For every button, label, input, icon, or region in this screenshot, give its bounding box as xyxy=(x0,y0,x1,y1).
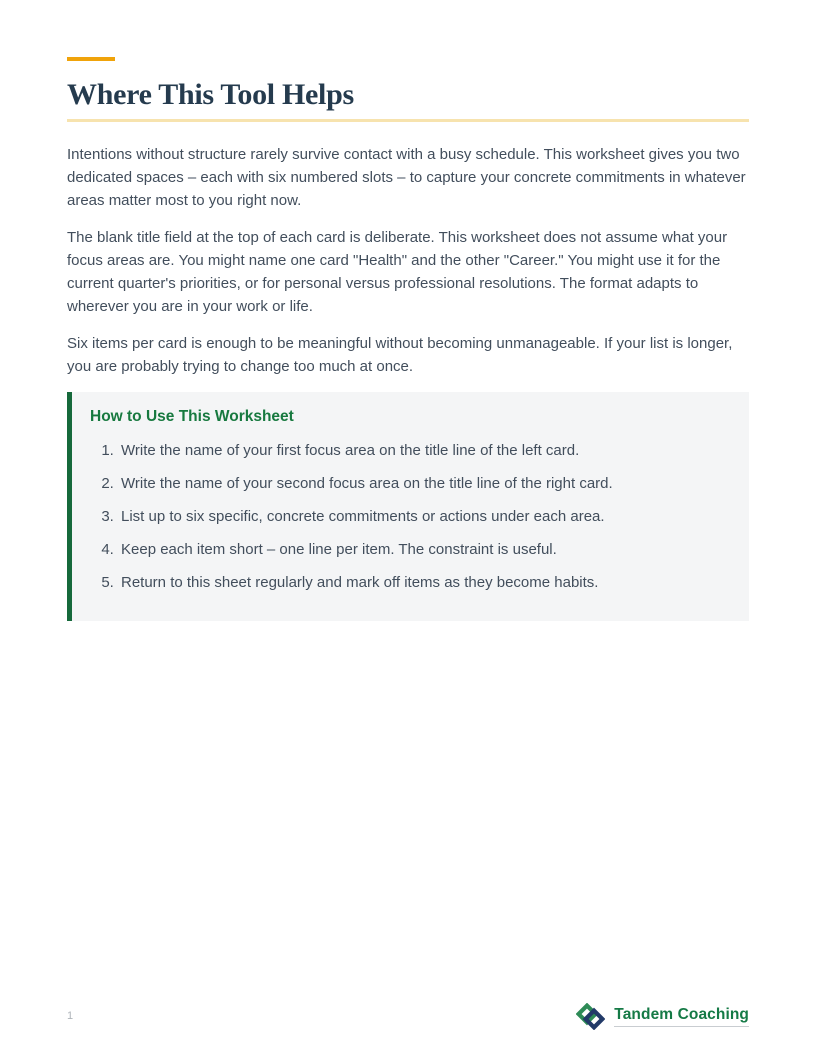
page-number: 1 xyxy=(67,1010,74,1022)
instruction-list xyxy=(90,439,725,594)
instruction-step-1: 1. Write the name of your first focus area on the title line of the left card. xyxy=(118,439,725,462)
intro-paragraph-3: Six items per card is enough to be meaningful without becoming unmanageable. If your list is longer, you are probably trying to change too much at once. xyxy=(67,335,733,375)
callout-heading: How to Use This Worksheet xyxy=(90,408,294,425)
instruction-step-4: 4. Keep each item short – one line per item. The constraint is useful. xyxy=(118,538,725,561)
intro-paragraph-1: Intentions without structure rarely survive contact with a busy schedule. This worksheet gives you two dedicated spaces – each with six numbered slots – to capture your concrete commitments in whatever areas matter most to you right now. xyxy=(67,146,746,209)
page-footer xyxy=(67,1000,749,1032)
instruction-step-5: 5. Return to this sheet regularly and mark off items as they become habits. xyxy=(118,571,725,594)
intro-paragraph-2: The blank title field at the top of each card is deliberate. This worksheet does not assume what your focus areas are. You might name one card "Health" and the other "Career." You might use it for the current quarter's priorities, or for personal versus professional resolutions. The format adapts to wherever you are in your work or life. xyxy=(67,229,728,315)
page-title: Where This Tool Helps xyxy=(67,78,354,111)
brand-logo[interactable] xyxy=(576,1003,749,1030)
interlocking-diamonds-icon xyxy=(576,1003,605,1030)
how-to-callout xyxy=(67,392,749,621)
accent-bar xyxy=(67,57,115,61)
brand-name: Tandem Coaching xyxy=(614,1006,749,1027)
instruction-step-3: 3. List up to six specific, concrete commitments or actions under each area. xyxy=(118,505,725,528)
page-content xyxy=(67,57,749,621)
title-underline xyxy=(67,119,749,122)
instruction-step-2: 2. Write the name of your second focus area on the title line of the right card. xyxy=(118,472,725,495)
